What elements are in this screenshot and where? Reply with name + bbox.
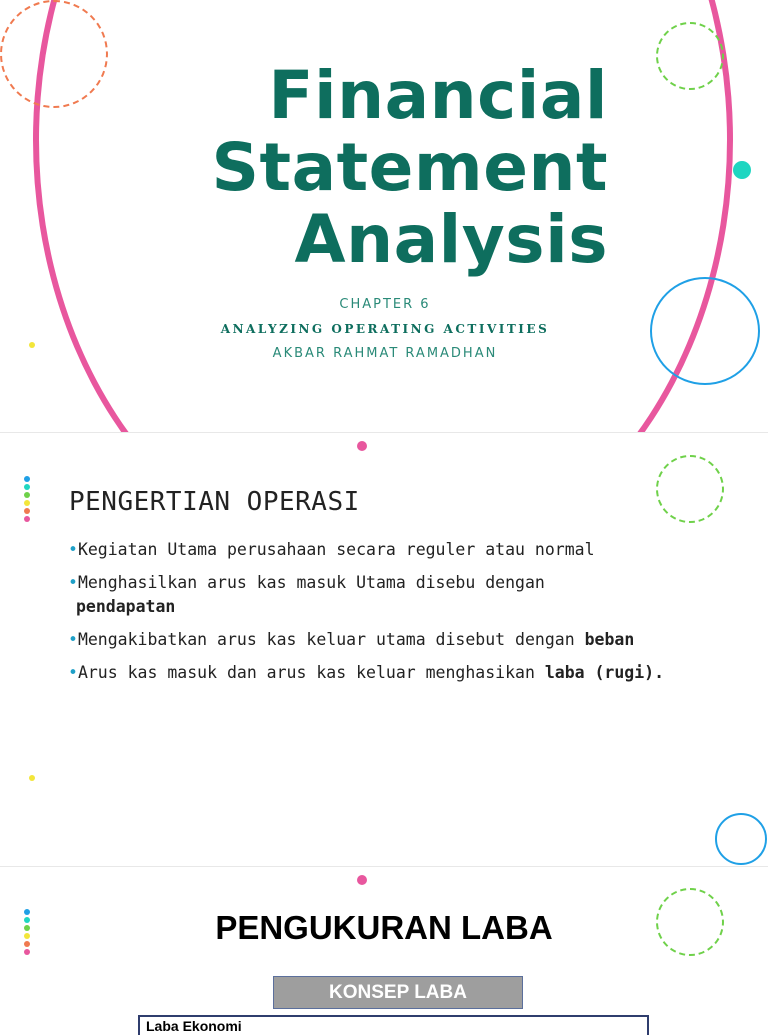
orange-dashed-circle [0,0,108,108]
title-line-3: Analysis [294,201,608,278]
bullet-item [68,538,728,562]
green-dashed-circle [656,455,724,523]
bullet-marker: • [68,630,78,649]
yellow-dot [29,775,35,781]
bullet-marker: • [68,540,78,559]
bullet-item [68,628,728,652]
yellow-dot [29,342,35,348]
table-row-label: Laba Ekonomi [146,1018,242,1034]
bullet-marker: • [68,663,78,682]
slide-title [211,57,608,278]
concept-box: KONSEP LABA [273,976,523,1009]
bullet-marker: • [68,573,78,592]
pink-dot [357,441,367,451]
green-dashed-circle [656,22,724,90]
title-line-2: Statement [211,129,608,206]
teal-dot [733,161,751,179]
measurement-slide [0,867,768,1034]
bullet-item [68,661,728,685]
definition-slide [0,433,768,867]
bullet-bold-term: laba (rugi). [544,663,665,682]
bullet-text: Menghasilkan arus kas masuk Utama disebu dengan [77,573,545,592]
bullet-text: Arus kas masuk dan arus kas keluar menghasikan [77,663,545,682]
title-line-1: Financial [268,57,608,134]
title-slide [0,0,768,432]
pink-dot [357,875,367,885]
section-heading: PENGUKURAN LABA [215,909,553,946]
bullet-list [68,538,728,694]
side-dots-decoration [24,476,30,524]
concept-table [138,1015,649,1035]
bullet-text: Mengakibatkan arus kas keluar utama disebut dengan [77,630,585,649]
blue-circle [650,277,760,385]
blue-circle [715,813,767,865]
bullet-item [68,571,728,619]
bullet-bold-term: pendapatan [76,597,176,616]
section-heading: PENGERTIAN OPERASI [69,487,360,517]
bullet-text: Kegiatan Utama perusahaan secara reguler atau normal [77,540,595,559]
author-name: AKBAR RAHMAT RAMADHAN [272,346,498,361]
subtitle: ANALYZING OPERATING ACTIVITIES [220,322,550,336]
chapter-label: CHAPTER 6 [339,297,431,312]
bullet-bold-term: beban [584,630,635,649]
